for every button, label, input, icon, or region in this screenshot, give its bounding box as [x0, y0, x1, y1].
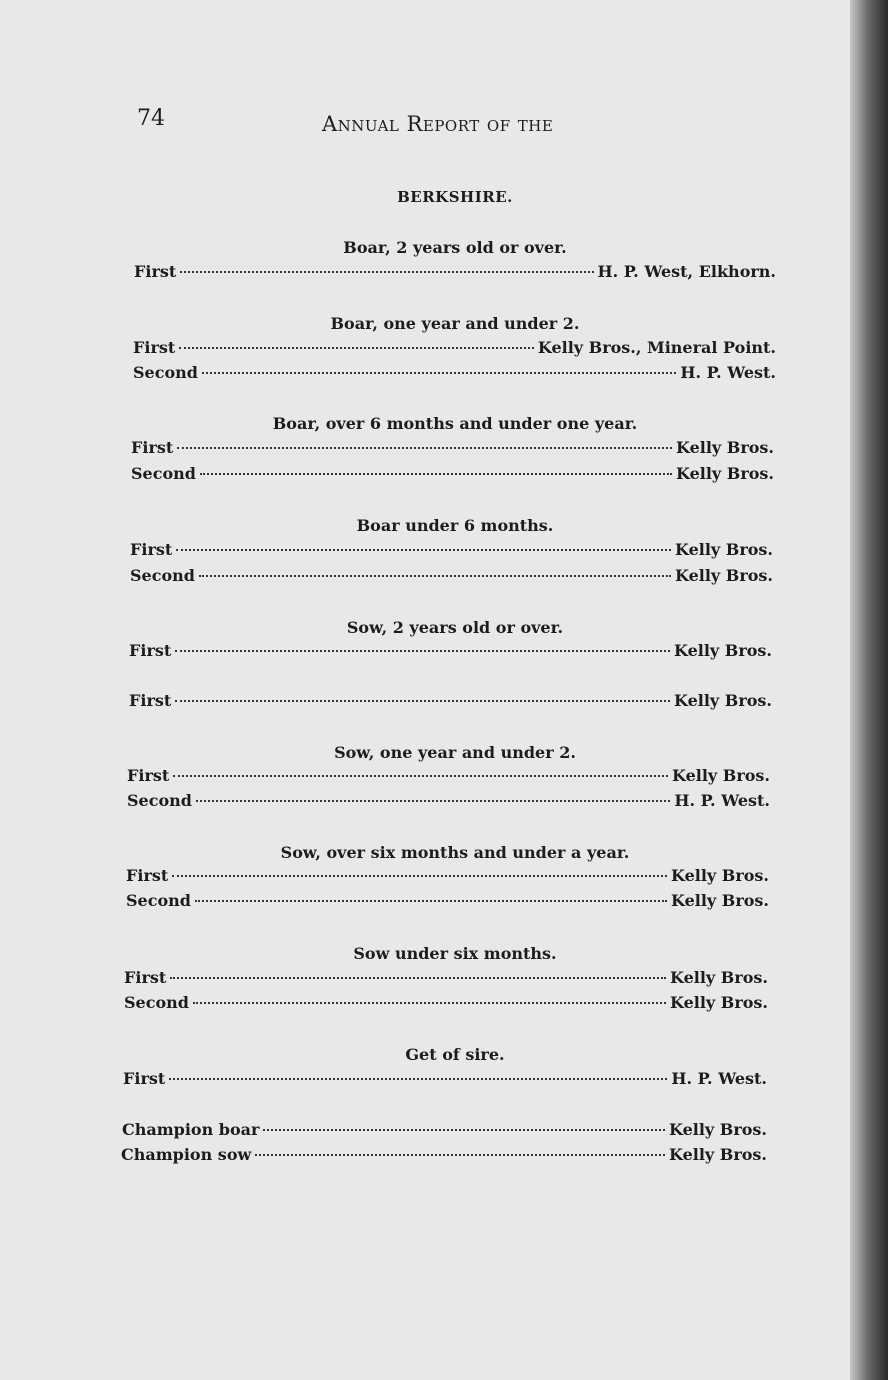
dot-leader	[176, 549, 671, 551]
award-place: First	[130, 540, 173, 559]
award-entry	[127, 766, 770, 785]
dot-leader	[255, 1154, 665, 1156]
award-place: Second	[127, 791, 192, 810]
champion-winner: Kelly Bros.	[669, 1145, 767, 1164]
award-winner: Kelly Bros.	[676, 464, 774, 483]
section-title: BERKSHIRE.	[397, 188, 513, 206]
award-place: First	[134, 262, 177, 281]
award-winner: Kelly Bros.	[675, 566, 773, 585]
award-entry	[126, 866, 769, 885]
award-place: Second	[130, 566, 195, 585]
award-winner: Kelly Bros.	[671, 866, 769, 885]
award-entry	[127, 791, 770, 810]
award-entry	[130, 540, 773, 559]
champion-label: Champion boar	[122, 1120, 260, 1139]
award-entry	[129, 691, 772, 710]
award-entry	[123, 1069, 767, 1088]
dot-leader	[173, 775, 668, 777]
award-place: Second	[133, 363, 198, 382]
award-entry	[130, 566, 773, 585]
dot-leader	[169, 1078, 667, 1080]
award-place: Second	[126, 891, 191, 910]
running-head: Annual Report of the	[322, 112, 554, 136]
class-title: Boar under 6 months.	[356, 516, 554, 535]
champion-entry	[122, 1120, 767, 1139]
award-place: First	[127, 766, 170, 785]
award-entry	[134, 262, 776, 281]
dot-leader	[202, 372, 676, 374]
champion-label: Champion sow	[121, 1145, 252, 1164]
award-entry	[133, 363, 776, 382]
dot-leader	[177, 447, 672, 449]
award-entry	[124, 993, 768, 1012]
dot-leader	[172, 875, 667, 877]
award-winner: Kelly Bros.	[672, 766, 770, 785]
class-title: Get of sire.	[405, 1045, 505, 1064]
award-place: First	[129, 691, 172, 710]
award-place: First	[133, 338, 176, 357]
class-title: Sow under six months.	[353, 944, 557, 963]
award-winner: Kelly Bros.	[675, 540, 773, 559]
award-entry	[133, 338, 776, 357]
award-place: Second	[131, 464, 196, 483]
award-place: First	[129, 641, 172, 660]
page-number: 74	[137, 106, 165, 131]
award-winner: H. P. West, Elkhorn.	[597, 262, 776, 281]
dot-leader	[193, 1002, 666, 1004]
award-place: First	[126, 866, 169, 885]
class-title: Sow, over six months and under a year.	[280, 843, 630, 862]
award-winner: Kelly Bros.	[676, 438, 774, 457]
award-winner: H. P. West.	[671, 1069, 767, 1088]
dot-leader	[170, 977, 666, 979]
class-title: Boar, 2 years old or over.	[343, 238, 567, 257]
class-title: Sow, one year and under 2.	[334, 743, 576, 762]
award-place: First	[123, 1069, 166, 1088]
award-entry	[131, 464, 774, 483]
class-title: Boar, over 6 months and under one year.	[272, 414, 638, 433]
dot-leader	[200, 473, 672, 475]
dot-leader	[180, 271, 593, 273]
dot-leader	[195, 900, 667, 902]
award-winner: H. P. West.	[680, 363, 776, 382]
award-winner: Kelly Bros., Mineral Point.	[537, 338, 776, 357]
award-winner: Kelly Bros.	[674, 641, 772, 660]
award-winner: Kelly Bros.	[670, 993, 768, 1012]
award-place: First	[131, 438, 174, 457]
class-title: Boar, one year and under 2.	[330, 314, 580, 333]
dot-leader	[175, 700, 670, 702]
award-place: Second	[124, 993, 189, 1012]
dot-leader	[196, 800, 670, 802]
award-winner: Kelly Bros.	[671, 891, 769, 910]
award-place: First	[124, 968, 167, 987]
award-entry	[131, 438, 774, 457]
class-title: Sow, 2 years old or over.	[346, 618, 564, 637]
award-entry	[124, 968, 768, 987]
award-winner: Kelly Bros.	[674, 691, 772, 710]
champion-entry	[121, 1145, 767, 1164]
award-entry	[129, 641, 772, 660]
award-entry	[126, 891, 769, 910]
dot-leader	[263, 1129, 665, 1131]
award-winner: Kelly Bros.	[670, 968, 768, 987]
dot-leader	[175, 650, 670, 652]
champion-winner: Kelly Bros.	[669, 1120, 767, 1139]
book-edge-shadow	[850, 0, 888, 1380]
dot-leader	[199, 575, 671, 577]
dot-leader	[179, 347, 534, 349]
award-winner: H. P. West.	[674, 791, 770, 810]
